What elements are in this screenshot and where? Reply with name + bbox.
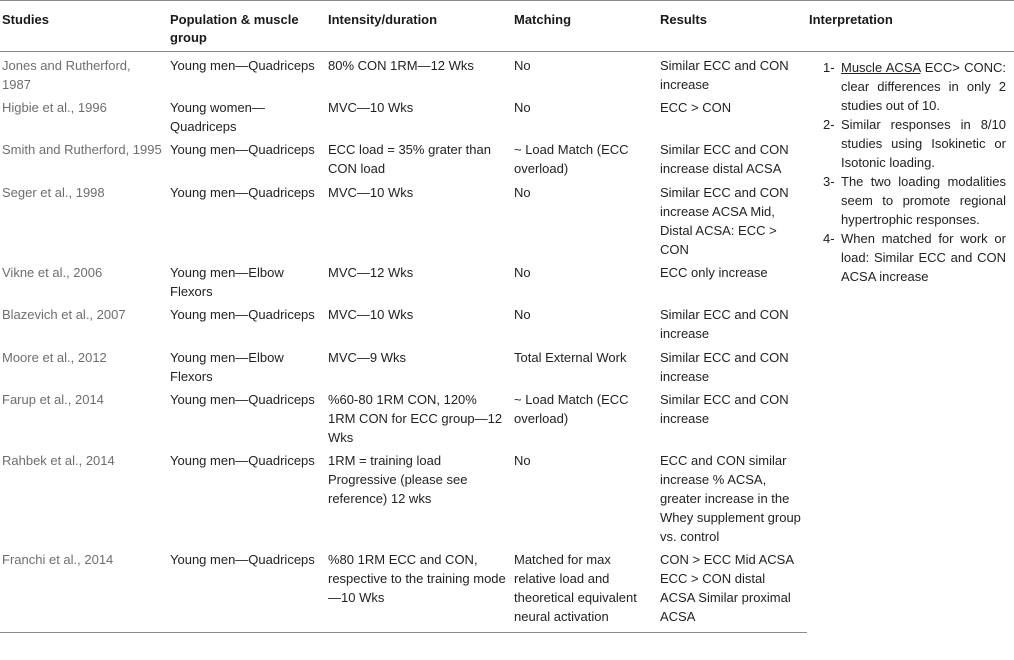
- item-number: 1-: [823, 60, 835, 75]
- population-cell: Young men—Quadriceps: [170, 142, 315, 157]
- population-cell: Young men—Elbow Flexors: [170, 350, 284, 384]
- matching-cell: ~ Load Match (ECC overload): [514, 142, 629, 176]
- population-cell: Young men—Quadriceps: [170, 307, 315, 322]
- matching-cell: No: [514, 265, 531, 280]
- header-row: [0, 1, 1014, 52]
- interpretation-item: [823, 229, 1006, 286]
- intensity-cell: MVC—10 Wks: [328, 100, 414, 115]
- intensity-cell: MVC—10 Wks: [328, 185, 414, 200]
- population-cell: Young men—Quadriceps: [168, 546, 326, 632]
- results-cell: ECC > CON: [660, 100, 732, 115]
- matching-cell: No: [514, 185, 531, 200]
- population-cell: Young women—Quadriceps: [170, 100, 265, 134]
- study-cell: Seger et al., 1998: [2, 185, 105, 200]
- intensity-cell: 80% CON 1RM—12 Wks: [328, 58, 474, 73]
- matching-cell: No: [514, 307, 531, 322]
- results-cell: Similar ECC and CON increase: [660, 350, 789, 384]
- interpretation-cell: [807, 52, 1014, 633]
- item-text: When matched for work or load: Similar ECC and CON ACSA increase: [841, 231, 1006, 284]
- item-text: ECC> CONC: clear differences in only 2 studies out of 10.: [841, 60, 1006, 113]
- header-population: Population & muscle group: [168, 1, 326, 52]
- results-cell: ECC and CON similar increase % ACSA, greater increase in the Whey supplement group vs. control: [660, 453, 801, 544]
- population-cell: Young men—Elbow Flexors: [170, 265, 284, 299]
- interpretation-item: [823, 58, 1006, 115]
- underlined-term: Muscle ACSA: [841, 60, 921, 75]
- intensity-cell: %60-80 1RM CON, 120% 1RM CON for ECC group—12 Wks: [328, 392, 503, 445]
- study-cell: Higbie et al., 1996: [2, 100, 107, 115]
- item-number: 2-: [823, 117, 835, 132]
- results-cell: Similar ECC and CON increase: [660, 307, 789, 341]
- study-cell: Moore et al., 2012: [2, 350, 107, 365]
- study-cell: Franchi et al., 2014: [0, 546, 168, 632]
- item-text: The two loading modalities seem to promote regional hypertrophic responses.: [841, 174, 1006, 227]
- study-cell: Farup et al., 2014: [2, 392, 104, 407]
- header-studies: Studies: [0, 1, 168, 52]
- matching-cell: Total External Work: [514, 350, 627, 365]
- study-cell: Vikne et al., 2006: [2, 265, 103, 280]
- population-cell: Young men—Quadriceps: [170, 185, 315, 200]
- intensity-cell: MVC—9 Wks: [328, 350, 406, 365]
- population-cell: Young men—Quadriceps: [170, 392, 315, 407]
- interpretation-item: [823, 172, 1006, 229]
- item-text: Similar responses in 8/10 studies using Isokinetic or Isotonic loading.: [841, 117, 1006, 170]
- header-interpretation: Interpretation: [807, 1, 1014, 52]
- results-cell: ECC only increase: [660, 265, 768, 280]
- results-cell: Similar ECC and CON increase: [660, 58, 789, 92]
- intensity-cell: MVC—12 Wks: [328, 265, 414, 280]
- results-cell: Similar ECC and CON increase: [660, 392, 789, 426]
- matching-cell: Matched for max relative load and theoretical equivalent neural activation: [512, 546, 658, 632]
- intensity-cell: ECC load = 35% grater than CON load: [328, 142, 491, 176]
- study-cell: Rahbek et al., 2014: [2, 453, 115, 468]
- intensity-cell: %80 1RM ECC and CON, respective to the training mode—10 Wks: [326, 546, 512, 632]
- item-number: 3-: [823, 174, 835, 189]
- matching-cell: No: [514, 58, 531, 73]
- intensity-cell: 1RM = training load Progressive (please see reference) 12 wks: [328, 453, 468, 506]
- population-cell: Young men—Quadriceps: [170, 453, 315, 468]
- results-cell: Similar ECC and CON increase distal ACSA: [660, 142, 789, 176]
- results-cell: CON > ECC Mid ACSA ECC > CON distal ACSA Similar proximal ACSA: [658, 546, 807, 632]
- matching-cell: ~ Load Match (ECC overload): [514, 392, 629, 426]
- header-results: Results: [658, 1, 807, 52]
- study-cell: Smith and Rutherford, 1995: [2, 142, 162, 157]
- results-cell: Similar ECC and CON increase ACSA Mid, Distal ACSA: ECC > CON: [660, 185, 789, 257]
- matching-cell: No: [514, 453, 531, 468]
- header-matching: Matching: [512, 1, 658, 52]
- header-intensity: Intensity/duration: [326, 1, 512, 52]
- interpretation-item: [823, 115, 1006, 172]
- intensity-cell: MVC—10 Wks: [328, 307, 414, 322]
- matching-cell: No: [514, 100, 531, 115]
- item-number: 4-: [823, 231, 835, 246]
- interpretation-list: [807, 52, 1014, 286]
- table-row: [0, 52, 1014, 95]
- population-cell: Young men—Quadriceps: [170, 58, 315, 73]
- study-cell: Blazevich et al., 2007: [2, 307, 126, 322]
- study-cell: Jones and Rutherford, 1987: [2, 58, 131, 92]
